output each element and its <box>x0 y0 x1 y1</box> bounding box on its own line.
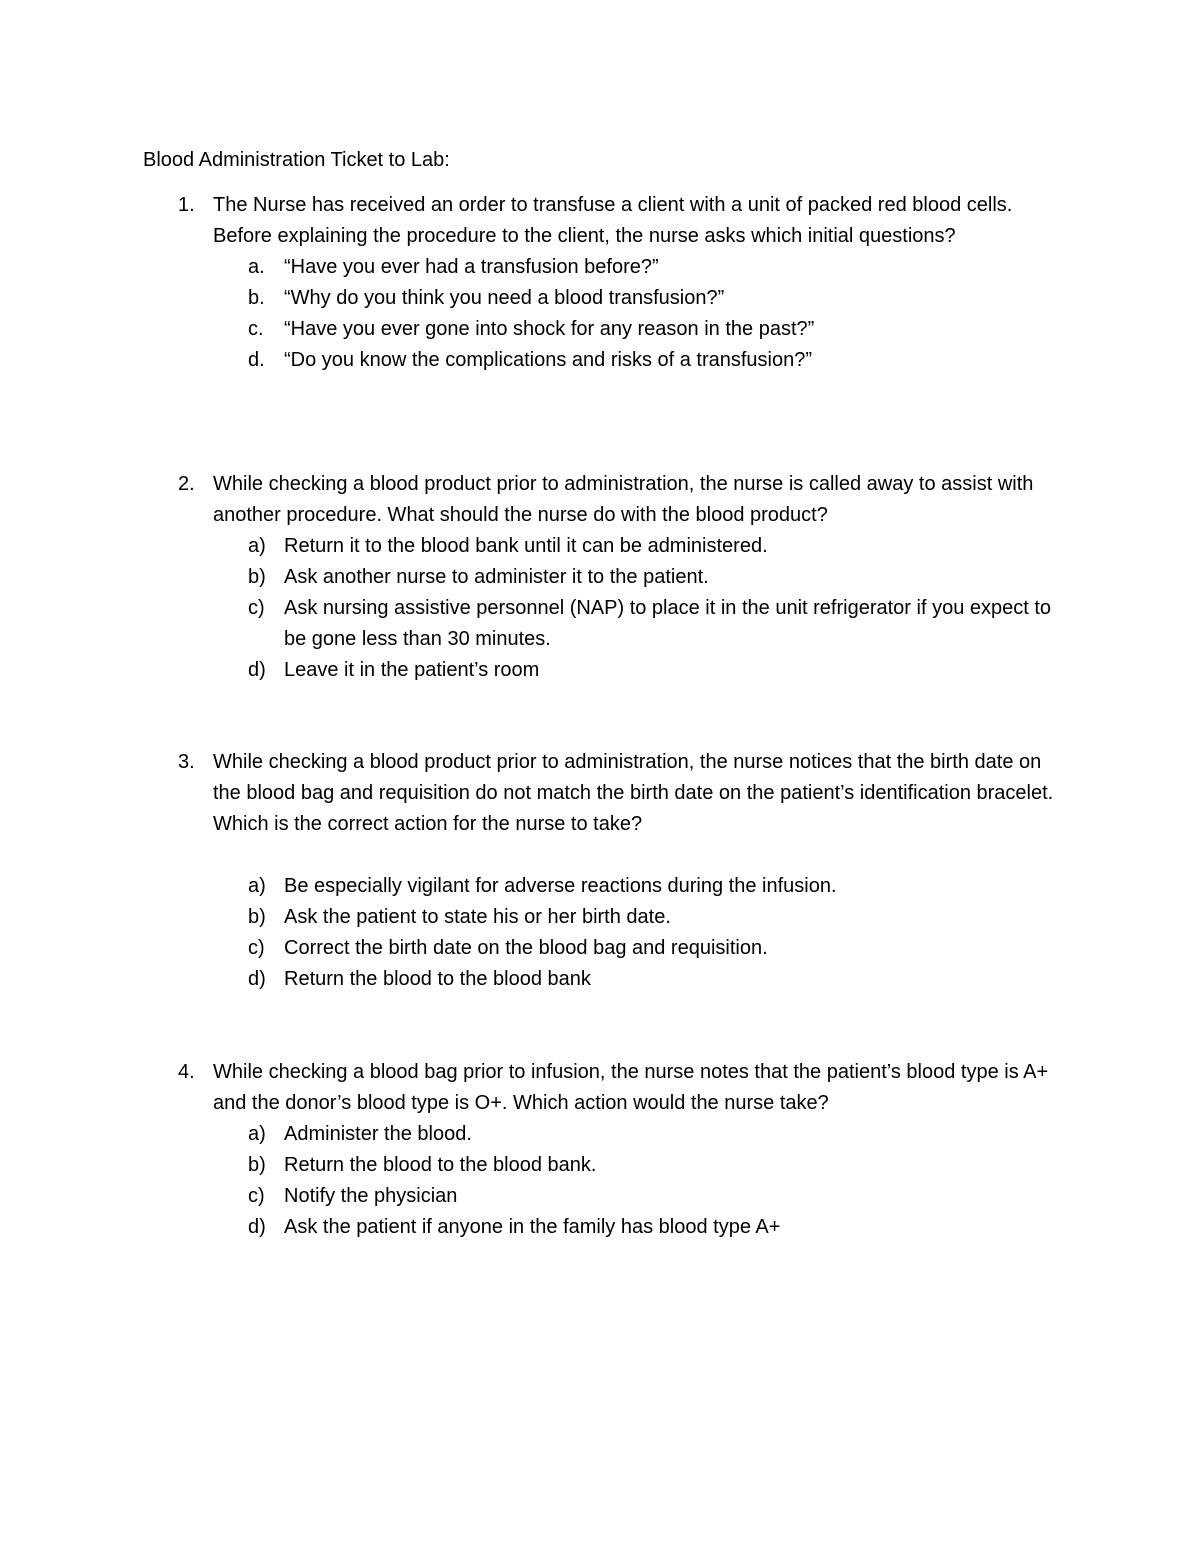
option-item <box>143 655 1063 686</box>
option-text: Return the blood to the blood bank. <box>284 1154 597 1176</box>
option-list <box>143 252 1063 376</box>
option-item <box>143 531 1063 562</box>
option-item <box>143 871 1063 902</box>
option-list <box>143 1119 1063 1243</box>
option-text: Ask the patient to state his or her birth date. <box>284 906 671 928</box>
option-letter: a) <box>248 875 266 897</box>
option-item <box>143 1150 1063 1181</box>
option-letter: d. <box>248 349 265 371</box>
option-item <box>143 593 1063 655</box>
option-text: Correct the birth date on the blood bag and requisition. <box>284 937 768 959</box>
question-4 <box>143 1057 1063 1243</box>
option-letter: a) <box>248 1123 266 1145</box>
option-letter: b) <box>248 1154 266 1176</box>
option-letter: b) <box>248 566 266 588</box>
question-text: While checking a blood product prior to administration, the nurse is called away to assist with another procedure. What should the nurse do with the blood product? <box>213 473 1034 526</box>
spacer <box>143 840 1063 871</box>
option-item <box>143 562 1063 593</box>
option-text: “Do you know the complications and risks of a transfusion?” <box>284 349 813 371</box>
option-item <box>143 252 1063 283</box>
option-letter: a) <box>248 535 266 557</box>
option-letter: c. <box>248 318 264 340</box>
option-text: “Have you ever had a transfusion before?” <box>284 256 659 278</box>
option-text: Notify the physician <box>284 1185 458 1207</box>
question-3 <box>143 747 1063 995</box>
option-text: “Why do you think you need a blood transfusion?” <box>284 287 725 309</box>
option-item <box>143 964 1063 995</box>
option-text: Be especially vigilant for adverse reactions during the infusion. <box>284 875 837 897</box>
option-item <box>143 345 1063 376</box>
option-item <box>143 1181 1063 1212</box>
option-letter: d) <box>248 1216 266 1238</box>
option-item <box>143 283 1063 314</box>
option-text: Administer the blood. <box>284 1123 472 1145</box>
option-letter: c) <box>248 597 265 619</box>
document-title: Blood Administration Ticket to Lab: <box>143 149 450 171</box>
option-letter: a. <box>248 256 265 278</box>
option-item <box>143 314 1063 345</box>
option-letter: b. <box>248 287 265 309</box>
option-letter: d) <box>248 968 266 990</box>
option-text: Leave it in the patient’s room <box>284 659 540 681</box>
option-letter: c) <box>248 937 265 959</box>
question-number: 4. <box>178 1061 195 1083</box>
option-text: Return it to the blood bank until it can be administered. <box>284 535 768 557</box>
option-list <box>143 531 1063 686</box>
question-text: While checking a blood product prior to administration, the nurse notices that the birth date on the blood bag and requisition do not match the birth date on the patient’s identification bracelet. Which is the correct action for the nurse to take? <box>213 751 1054 835</box>
question-number: 1. <box>178 194 195 216</box>
option-text: Ask another nurse to administer it to the patient. <box>284 566 709 588</box>
option-text: Ask the patient if anyone in the family has blood type A+ <box>284 1216 781 1238</box>
option-item <box>143 1119 1063 1150</box>
option-text: Ask nursing assistive personnel (NAP) to place it in the unit refrigerator if you expect to be gone less than 30 minutes. <box>284 597 1052 650</box>
option-item <box>143 1212 1063 1243</box>
option-letter: c) <box>248 1185 265 1207</box>
option-letter: b) <box>248 906 266 928</box>
question-number: 3. <box>178 751 195 773</box>
question-text: The Nurse has received an order to transfuse a client with a unit of packed red blood cells. Before explaining the procedure to the client, the nurse asks which initial questions? <box>213 194 1013 247</box>
option-letter: d) <box>248 659 266 681</box>
question-text: While checking a blood bag prior to infusion, the nurse notes that the patient’s blood type is A+ and the donor’s blood type is O+. Which action would the nurse take? <box>213 1061 1049 1114</box>
question-2 <box>143 469 1063 686</box>
question-number: 2. <box>178 473 195 495</box>
option-text: “Have you ever gone into shock for any reason in the past?” <box>284 318 815 340</box>
option-item <box>143 933 1063 964</box>
option-item <box>143 902 1063 933</box>
question-1 <box>143 190 1063 376</box>
option-text: Return the blood to the blood bank <box>284 968 591 990</box>
option-list <box>143 871 1063 995</box>
